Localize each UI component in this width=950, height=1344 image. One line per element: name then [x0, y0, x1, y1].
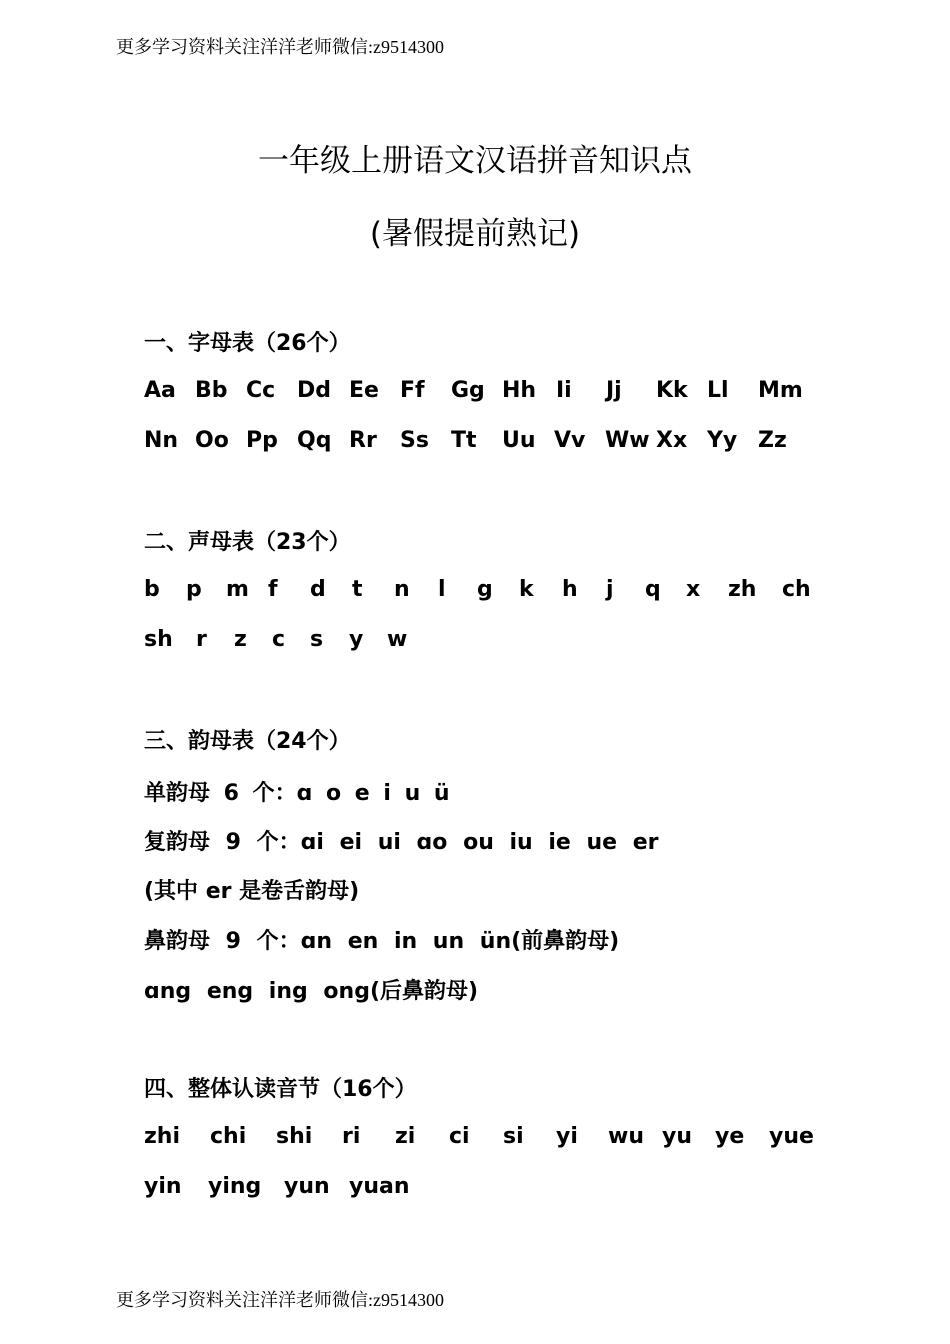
- compound-finals-line: 复韵母 9 个：ɑi ei ui ɑo ou iu ie ue er: [144, 830, 659, 855]
- letter-pair: Ee: [349, 378, 379, 403]
- letter-pair: Aa: [144, 378, 176, 403]
- initial: ch: [782, 577, 811, 602]
- syllable: yu: [662, 1124, 693, 1149]
- section-alphabet-heading: 一、字母表（26个）: [144, 331, 351, 356]
- letter-pair: Oo: [195, 428, 229, 453]
- initial: x: [686, 577, 701, 602]
- page-subtitle: (暑假提前熟记): [369, 216, 581, 252]
- initial: q: [645, 577, 661, 602]
- initial: m: [226, 577, 249, 602]
- syllable: yi: [556, 1124, 578, 1149]
- letter-pair: Tt: [451, 428, 477, 453]
- letter-pair: Kk: [656, 378, 688, 403]
- initial: s: [310, 627, 324, 652]
- letter-pair: Ff: [400, 378, 425, 403]
- initial: w: [387, 627, 408, 652]
- initial: g: [477, 577, 493, 602]
- syllable: ri: [342, 1124, 361, 1149]
- letter-pair: Vv: [554, 428, 586, 453]
- letter-pair: Hh: [502, 378, 537, 403]
- front-nasal-finals-line: 鼻韵母 9 个：ɑn en in un ün(前鼻韵母): [144, 929, 620, 954]
- letter-pair: Nn: [144, 428, 179, 453]
- syllable: yue: [769, 1124, 814, 1149]
- letter-pair: Bb: [195, 378, 228, 403]
- syllable: wu: [608, 1124, 644, 1149]
- page-title: 一年级上册语文汉语拼音知识点: [258, 143, 692, 179]
- syllable: ye: [715, 1124, 745, 1149]
- initial: t: [352, 577, 363, 602]
- syllable: chi: [210, 1124, 247, 1149]
- section-initials-heading: 二、声母表（23个）: [144, 530, 351, 555]
- section-whole-syllables-heading: 四、整体认读音节（16个）: [144, 1077, 417, 1102]
- letter-pair: Yy: [707, 428, 738, 453]
- initial: sh: [144, 627, 173, 652]
- section-finals-heading: 三、韵母表（24个）: [144, 729, 351, 754]
- letter-pair: Gg: [451, 378, 485, 403]
- syllable: shi: [276, 1124, 313, 1149]
- syllable: zi: [395, 1124, 416, 1149]
- letter-pair: Mm: [758, 378, 803, 403]
- initial: b: [144, 577, 160, 602]
- watermark-top: 更多学习资料关注洋洋老师微信:z9514300: [116, 37, 444, 57]
- syllable: yin: [144, 1174, 182, 1199]
- letter-pair: Xx: [656, 428, 688, 453]
- letter-pair: Uu: [502, 428, 536, 453]
- letter-pair: Pp: [246, 428, 278, 453]
- initial: l: [438, 577, 446, 602]
- letter-pair: Ww: [605, 428, 650, 453]
- initial: h: [562, 577, 578, 602]
- letter-pair: Ll: [707, 378, 729, 403]
- back-nasal-finals-line: ɑng eng ing ong(后鼻韵母): [144, 979, 479, 1004]
- letter-pair: Rr: [349, 428, 377, 453]
- letter-pair: Zz: [758, 428, 787, 453]
- initial: c: [272, 627, 286, 652]
- syllable: yun: [284, 1174, 330, 1199]
- initial: zh: [728, 577, 757, 602]
- letter-pair: Cc: [246, 378, 276, 403]
- letter-pair: Ss: [400, 428, 429, 453]
- initial: p: [186, 577, 202, 602]
- initial: z: [234, 627, 247, 652]
- syllable: si: [503, 1124, 524, 1149]
- initial: d: [310, 577, 326, 602]
- letter-pair: Ii: [556, 378, 572, 403]
- syllable: zhi: [144, 1124, 181, 1149]
- syllable: ci: [449, 1124, 470, 1149]
- letter-pair: Jj: [606, 378, 622, 403]
- retroflex-note: (其中 er 是卷舌韵母): [144, 879, 360, 904]
- initial: y: [349, 627, 364, 652]
- initial: j: [606, 577, 614, 602]
- initial: k: [519, 577, 534, 602]
- watermark-bottom: 更多学习资料关注洋洋老师微信:z9514300: [116, 1290, 444, 1310]
- syllable: ying: [208, 1174, 262, 1199]
- letter-pair: Dd: [297, 378, 332, 403]
- initial: n: [394, 577, 410, 602]
- initial: f: [268, 577, 278, 602]
- initial: r: [196, 627, 207, 652]
- syllable: yuan: [349, 1174, 410, 1199]
- letter-pair: Qq: [297, 428, 332, 453]
- single-finals-line: 单韵母 6 个：ɑ o e i u ü: [144, 781, 450, 806]
